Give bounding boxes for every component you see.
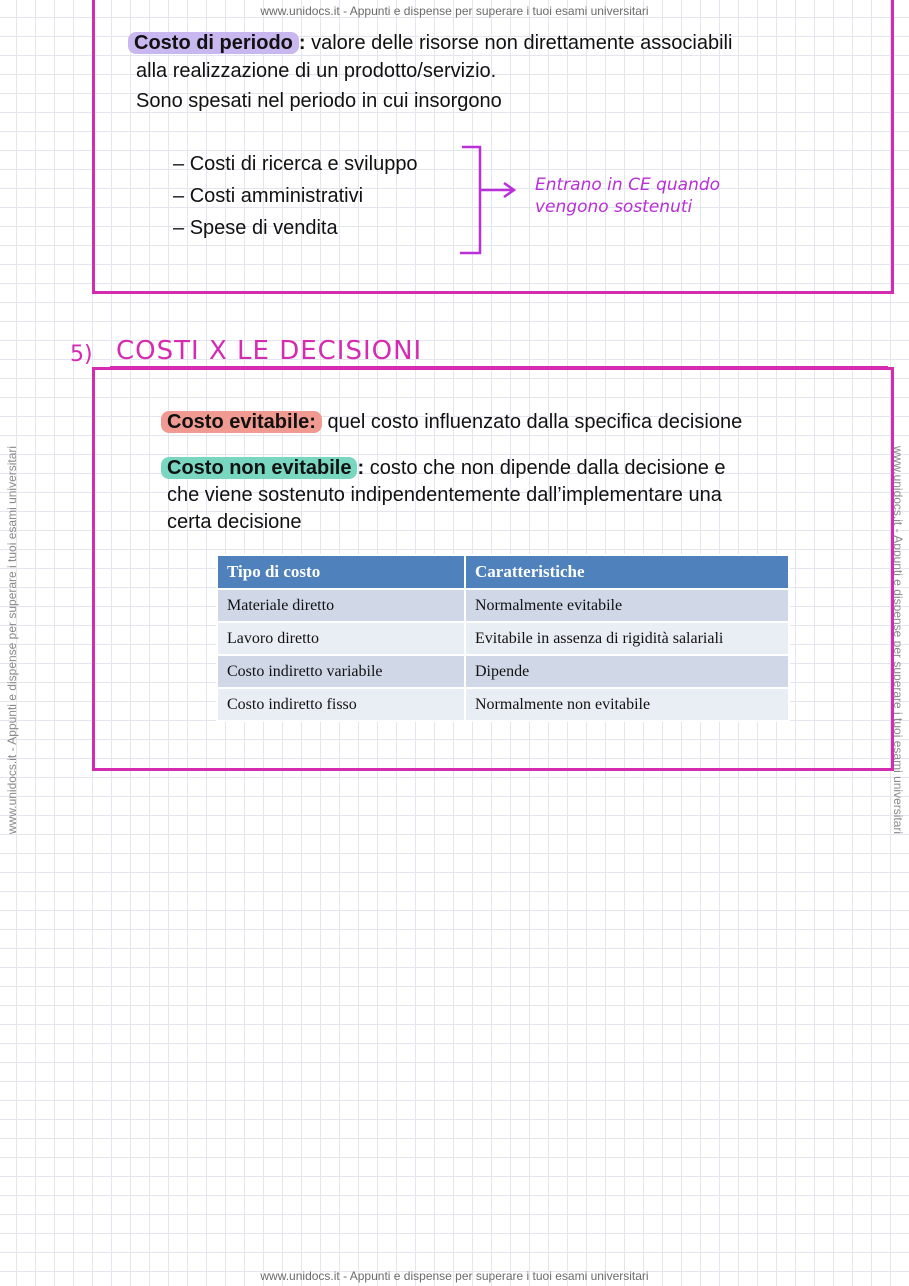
- table-cell: Materiale diretto: [217, 589, 465, 622]
- section-number: 5): [70, 342, 93, 367]
- cost-table: [216, 554, 790, 722]
- period-cost-colon: :: [298, 32, 306, 54]
- watermark-left: www.unidocs.it - Appunti e dispense per superare i tuoi esami universitari: [5, 445, 19, 835]
- list-item: – Costi di ricerca e sviluppo: [173, 148, 418, 180]
- avoidable-cost-def: quel costo influenzato dalla specifica decisione: [321, 411, 743, 433]
- watermark-bottom: www.unidocs.it - Appunti e dispense per superare i tuoi esami universitari: [260, 1269, 649, 1283]
- period-cost-def-3: Sono spesati nel periodo in cui insorgono: [136, 90, 502, 112]
- table-cell: Lavoro diretto: [217, 622, 465, 655]
- note-line-1: Entrano in CE quando: [535, 175, 721, 195]
- table-cell: Evitabile in assenza di rigidità salariali: [465, 622, 789, 655]
- table-row: [217, 589, 789, 622]
- table-cell: Normalmente evitabile: [465, 589, 789, 622]
- non-avoidable-def-3: certa decisione: [167, 511, 302, 533]
- column-header: Tipo di costo: [217, 555, 465, 589]
- table-header-row: [217, 555, 789, 589]
- non-avoidable-colon: :: [357, 457, 365, 479]
- table-cell: Costo indiretto variabile: [217, 655, 465, 688]
- column-header: Caratteristiche: [465, 555, 789, 589]
- table-cell: Dipende: [465, 655, 789, 688]
- handwritten-note: [535, 174, 720, 218]
- bracket: [460, 147, 480, 253]
- non-avoidable-def-1: costo che non dipende dalla decisione e: [364, 457, 726, 479]
- section-title: COSTI X LE DECISIONI: [116, 336, 423, 366]
- table-row: [217, 655, 789, 688]
- list-item: – Costi amministrativi: [173, 180, 418, 212]
- period-cost-def-2: alla realizzazione di un prodotto/servizio.: [136, 60, 497, 82]
- table-cell: Costo indiretto fisso: [217, 688, 465, 721]
- list-item: – Spese di vendita: [173, 212, 418, 244]
- avoidable-cost-definition: [161, 408, 742, 436]
- period-cost-def-1: valore delle risorse non direttamente associabili: [305, 32, 733, 54]
- note-line-2: vengono sostenuti: [535, 197, 693, 217]
- table-row: [217, 622, 789, 655]
- period-cost-term: Costo di periodo: [128, 32, 299, 54]
- table-cell: Normalmente non evitabile: [465, 688, 789, 721]
- watermark-right: www.unidocs.it - Appunti e dispense per superare i tuoi esami universitari: [891, 445, 905, 835]
- watermark-top: www.unidocs.it - Appunti e dispense per superare i tuoi esami universitari: [260, 4, 649, 18]
- non-avoidable-cost-term: Costo non evitabile: [161, 457, 357, 479]
- non-avoidable-cost-definition: [161, 454, 726, 482]
- table-row: [217, 688, 789, 721]
- avoidable-cost-term: Costo evitabile:: [161, 411, 322, 433]
- arrow-right-icon: [481, 183, 514, 197]
- non-avoidable-def-2: che viene sostenuto indipendentemente dall’implementare una: [167, 484, 722, 506]
